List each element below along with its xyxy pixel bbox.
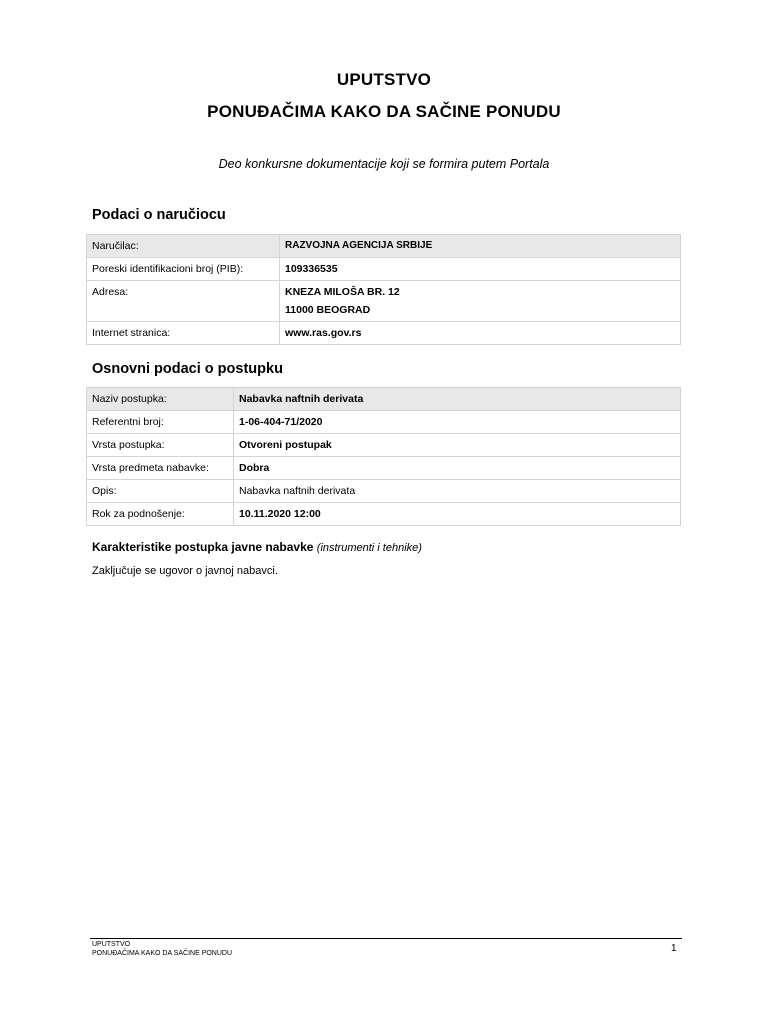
description-label: Opis: bbox=[87, 480, 234, 503]
reference-number-value: 1-06-404-71/2020 bbox=[234, 411, 681, 434]
description-value: Nabavka naftnih derivata bbox=[234, 480, 681, 503]
address-value bbox=[280, 281, 681, 322]
table-row bbox=[87, 411, 681, 434]
address-city: 11000 BEOGRAD bbox=[285, 304, 371, 316]
table-row bbox=[87, 503, 681, 526]
reference-number-label: Referentni broj: bbox=[87, 411, 234, 434]
table-row bbox=[87, 281, 681, 322]
table-row bbox=[87, 457, 681, 480]
procedure-type-value: Otvoreni postupak bbox=[234, 434, 681, 457]
footer-line1: UPUTSTVO bbox=[92, 941, 131, 948]
procedure-section-heading: Osnovni podaci o postupku bbox=[92, 361, 283, 377]
buyer-value: RAZVOJNA AGENCIJA SRBIJE bbox=[280, 235, 681, 258]
footer-line2: PONUĐAČIMA KAKO DA SAČINE PONUDU bbox=[92, 950, 233, 957]
characteristics-text: Zaključuje se ugovor o javnoj nabavci. bbox=[92, 565, 278, 577]
table-row bbox=[87, 235, 681, 258]
table-row bbox=[87, 258, 681, 281]
document-subtitle: Deo konkursne dokumentacije koji se formira putem Portala bbox=[218, 157, 550, 171]
buyer-section-heading: Podaci o naručiocu bbox=[92, 207, 226, 223]
table-row bbox=[87, 388, 681, 411]
procedure-name-label: Naziv postupka: bbox=[87, 388, 234, 411]
procedure-type-label: Vrsta postupka: bbox=[87, 434, 234, 457]
buyer-info-table bbox=[86, 234, 681, 345]
buyer-label: Naručilac: bbox=[87, 235, 280, 258]
table-row bbox=[87, 322, 681, 345]
address-street: KNEZA MILOŠA BR. 12 bbox=[285, 286, 400, 298]
document-title-line2: PONUĐAČIMA KAKO DA SAČINE PONUDU bbox=[207, 102, 561, 121]
website-value: www.ras.gov.rs bbox=[280, 322, 681, 345]
website-label: Internet stranica: bbox=[87, 322, 280, 345]
table-row bbox=[87, 434, 681, 457]
footer-divider bbox=[90, 938, 682, 939]
procedure-name-value: Nabavka naftnih derivata bbox=[234, 388, 681, 411]
subject-type-value: Dobra bbox=[234, 457, 681, 480]
deadline-value: 10.11.2020 12:00 bbox=[234, 503, 681, 526]
procedure-info-table bbox=[86, 387, 681, 526]
characteristics-heading-note: (instrumenti i tehnike) bbox=[316, 542, 422, 554]
pib-value: 109336535 bbox=[280, 258, 681, 281]
page-number: 1 bbox=[671, 943, 677, 954]
characteristics-heading bbox=[92, 540, 422, 554]
pib-label: Poreski identifikacioni broj (PIB): bbox=[87, 258, 280, 281]
document-title-line1: UPUTSTVO bbox=[336, 70, 432, 89]
table-row bbox=[87, 480, 681, 503]
characteristics-heading-text: Karakteristike postupka javne nabavke bbox=[92, 540, 314, 554]
address-label: Adresa: bbox=[87, 281, 280, 322]
deadline-label: Rok za podnošenje: bbox=[87, 503, 234, 526]
subject-type-label: Vrsta predmeta nabavke: bbox=[87, 457, 234, 480]
